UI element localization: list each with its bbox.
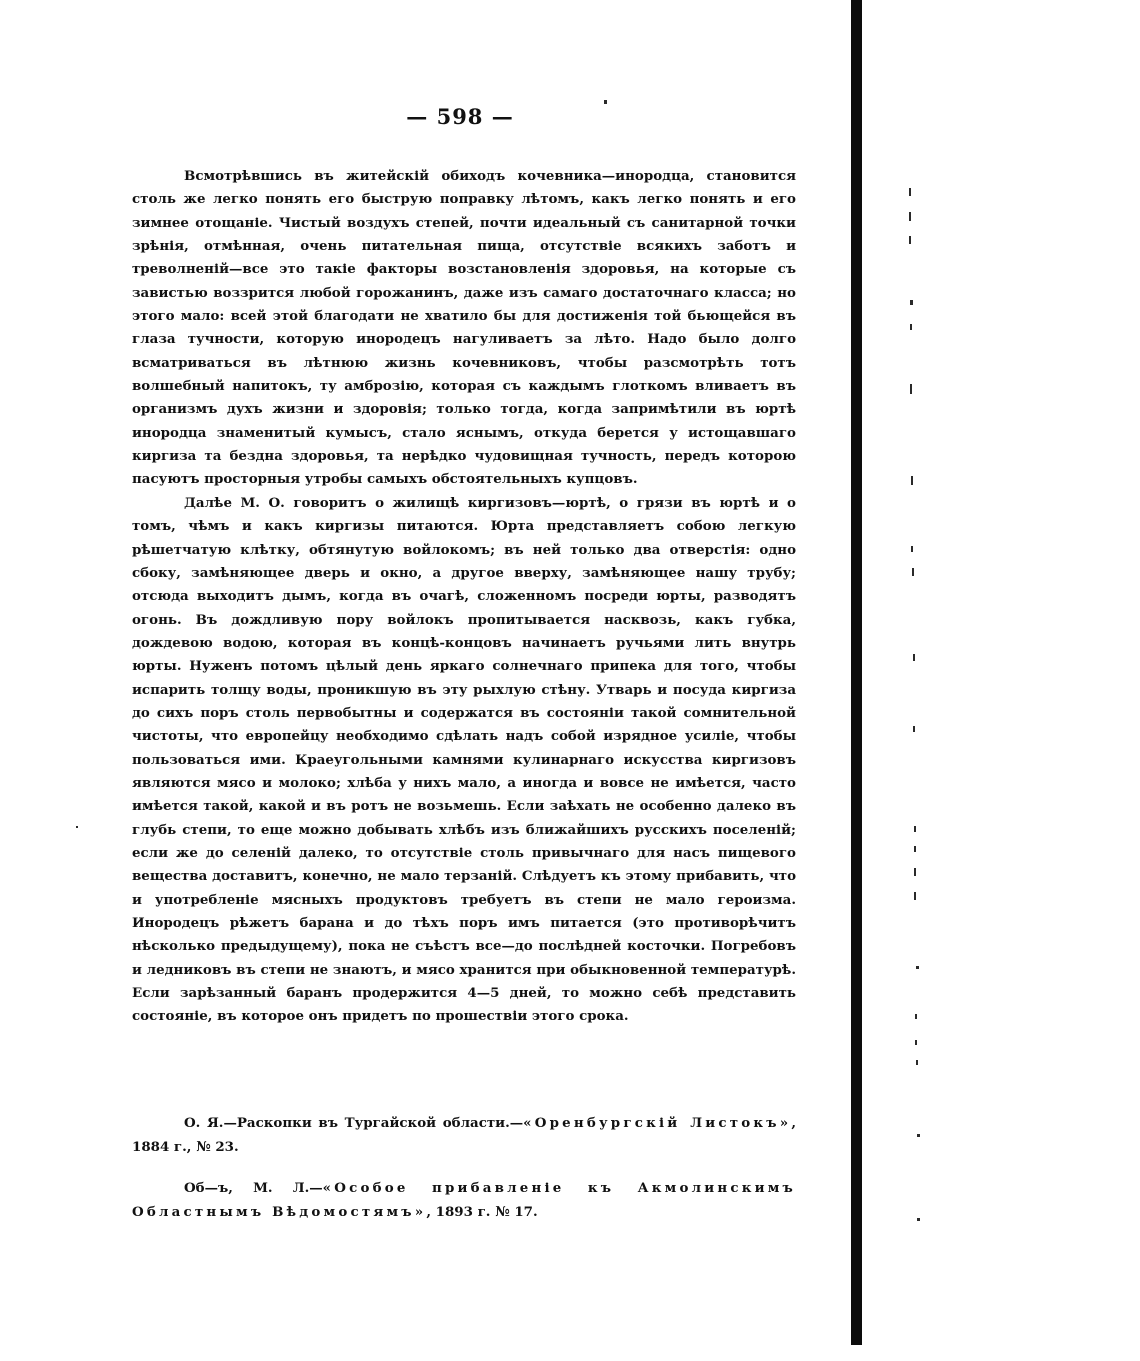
reference-1-details: , 1884 г., № 23. [132,1115,796,1155]
scan-speck [909,188,911,196]
scan-speck [915,1014,917,1019]
scan-speck [909,236,911,244]
main-text [132,165,796,1029]
references [132,1112,796,1242]
reference-1 [132,1112,796,1159]
scan-speck [913,654,915,661]
reference-1-title: «Оренбургскій Листокъ» [523,1115,792,1131]
scan-speck [910,300,913,305]
scan-speck [915,1040,917,1045]
scan-speck [911,476,913,485]
scan-speck [912,568,914,576]
scan-speck [909,212,911,221]
paragraph-1: Всмотрѣвшись въ житейскій обиходъ кочевника—инородца, становится столь же легко понять его быструю поправку лѣтомъ, какъ легко понять и его зимнее отощаніе. Чистый воздухъ степей, почти идеальный съ санитарной точки зрѣнія, отмѣнная, очень питательная пища, отсутствіе всякихъ заботъ и треволненій—все это такіе факторы возстановленія здоровья, на которые съ завистью воззрится любой горожанинъ, даже изъ самаго достаточнаго класса; но этого мало: всей этой благодати не хватило бы для достиженія той бьющейся въ глаза тучности, которую инородецъ нагуливаетъ за лѣто. Надо было долго всматриваться въ лѣтнюю жизнь кочевниковъ, чтобы разсмотрѣть тотъ волшебный напитокъ, ту амброзію, которая съ каждымъ глоткомъ вливаетъ въ организмъ духъ жизни и здоровія; только тогда, когда запримѣтили въ юртѣ инородца знаменитый кумысъ, стало яснымъ, откуда берется у истощавшаго киргиза та бездна здоровья, та нерѣдко чудовищная тучность, передъ которою пасуютъ просторныя утробы самыхъ обстоятельныхъ купцовъ. [132,168,796,488]
scan-speck [914,892,916,900]
reference-2-author: Об—ъ, М. Л.— [184,1180,323,1196]
reference-2 [132,1177,796,1224]
scan-speck [914,868,916,876]
scan-speck [914,846,916,852]
scan-speck [910,384,912,394]
scan-speck [604,100,607,104]
scan-speck [916,1060,918,1065]
scan-speck [914,826,916,832]
binding-edge [851,0,862,1345]
scan-speck [913,726,915,732]
reference-2-title: «Особое прибавленіе къ Акмолинскимъ Областнымъ Вѣдомостямъ» [132,1180,797,1220]
scan-speck [910,324,912,330]
scan-speck [917,1218,920,1221]
scan-speck [911,546,913,552]
scan-speck [916,966,919,969]
page-number: — 598 — [406,104,514,129]
scan-speck [76,826,78,828]
paragraph-2: Далѣе М. О. говоритъ о жилищѣ киргизовъ—юртѣ, о грязи въ юртѣ и о томъ, чѣмъ и какъ киргизы питаются. Юрта представляетъ собою легкую рѣшетчатую клѣтку, обтянутую войлокомъ; въ ней только два отверстія: одно сбоку, замѣняющее дверь и окно, а другое вверху, замѣняющее нашу трубу; отсюда выходитъ дымъ, когда въ очагѣ, сложенномъ посреди юрты, разводятъ огонь. Въ дождливую пору войлокъ пропитывается насквозь, какъ губка, дождевою водою, которая въ концѣ-концовъ начинаетъ ручьями лить внутрь юрты. Нуженъ потомъ цѣлый день яркаго солнечнаго припека для того, чтобы испарить толщу воды, проникшую въ эту рыхлую стѣну. Утварь и посуда киргиза до сихъ поръ столь первобытны и содержатся въ состояніи такой сомнительной чистоты, что европейцу необходимо сдѣлать надъ собой изрядное усиліе, чтобы пользоваться ими. Краеугольными камнями кулинарнаго искусства киргизовъ являются мясо и молоко; хлѣба у нихъ мало, а иногда и вовсе не имѣется, часто имѣется такой, какой и въ ротъ не возьмешь. Если заѣхать не особенно далеко въ глубь степи, то еще можно добывать хлѣбъ изъ ближайшихъ русскихъ поселеній; если же до селеній далеко, то отсутствіе столь привычнаго для насъ пищевого вещества доставитъ, конечно, не мало терзаній. Слѣдуетъ къ этому прибавить, что и употребленіе мясныхъ продуктовъ требуетъ въ степи не мало героизма. Инородецъ рѣжетъ барана и до тѣхъ поръ имъ питается (это противорѣчитъ нѣсколько предыдущему), пока не съѣстъ все—до послѣдней косточки. Погребовъ и ледниковъ въ степи не знаютъ, и мясо хранится при обыкновенной температурѣ. Если зарѣзанный баранъ продержится 4—5 дней, то можно себѣ представить состояніе, въ которое онъ придетъ по прошествіи этого срока. [132,494,796,1025]
scan-speck [917,1134,920,1137]
reference-2-details: , 1893 г. № 17. [426,1203,538,1220]
reference-1-author: О. Я.—Раскопки въ Тургайской области.— [184,1115,524,1131]
